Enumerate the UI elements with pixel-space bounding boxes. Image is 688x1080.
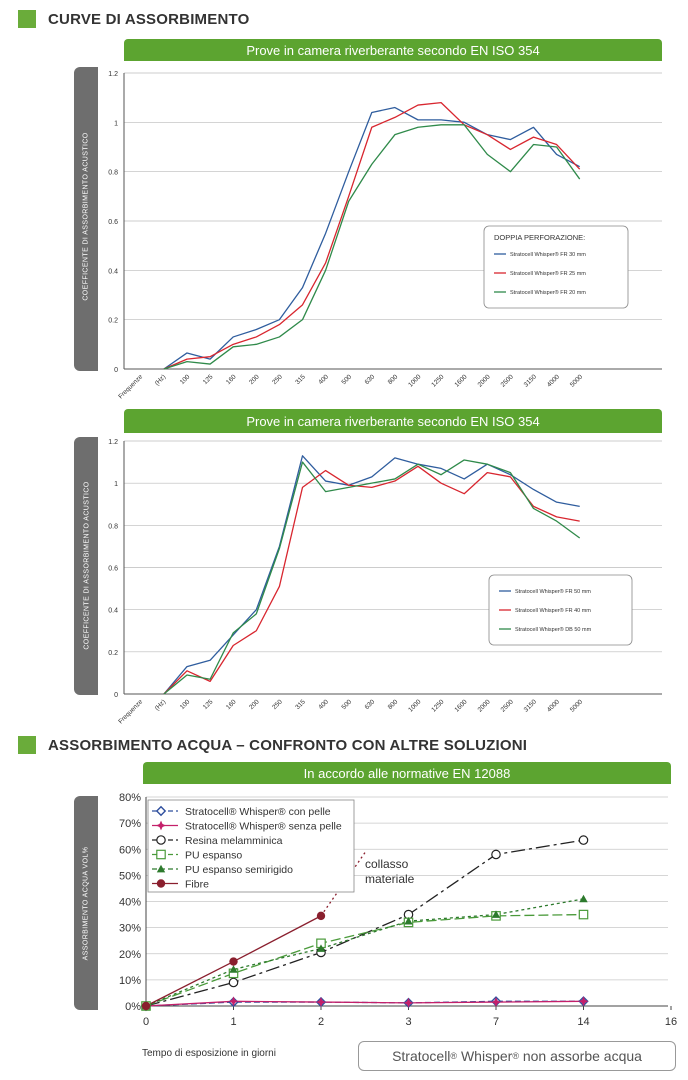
chart2-xtick-label: 2500 — [499, 698, 515, 714]
chart1-xtick-label: 1600 — [453, 373, 469, 389]
chart2-ytick-label: 0.6 — [108, 565, 118, 573]
chart3-legend-marker — [157, 879, 165, 887]
chart1-ytick-label: 0.2 — [108, 317, 118, 325]
chart2-xtick-label: 2000 — [476, 698, 492, 714]
chart3-legend-label: PU espanso — [185, 849, 243, 862]
chart1-xtick-label: 630 — [363, 373, 377, 387]
chart3-ytick-label: 30% — [118, 922, 141, 935]
chart3-ytick-label: 0% — [125, 1001, 141, 1013]
chart1-xtick-label: 200 — [248, 373, 261, 387]
chart1-ytick-label: 0.6 — [108, 219, 118, 226]
chart3-ytick-label: 60% — [118, 844, 141, 857]
chart1-unit-label: (Hz) — [153, 373, 168, 388]
chart1-ytick-label: 0.4 — [108, 268, 118, 276]
chart2-xtick-label: 125 — [201, 698, 215, 712]
chart1-xtick-label: 315 — [294, 373, 307, 387]
chart2-xtick-label: 800 — [386, 698, 400, 712]
chart3-ylabel: ASSORBIMENTO ACQUA VOL% — [82, 846, 90, 961]
chart2-xtick-label: 1600 — [453, 698, 469, 714]
chart3-ytick-label: 20% — [118, 948, 141, 961]
chart2-xtick-label: 400 — [317, 698, 331, 712]
chart2-ytick-label: 0.8 — [108, 523, 118, 531]
chart1-ylabel: COEFFICENTE DI ASSORBIMENTO ACUSTICO — [82, 132, 90, 301]
chart1-xtick-label: 125 — [201, 373, 215, 387]
chart3-marker-s4 — [579, 910, 587, 918]
chart2-xtick-label: 5000 — [568, 698, 585, 714]
chart3-xtick-label: 1 — [230, 1016, 237, 1028]
chart1-xtick-label: 800 — [386, 373, 400, 387]
chart1-ytick-label: 1.2 — [108, 71, 118, 78]
chart1-xtick-label: 2500 — [499, 373, 515, 389]
chart3-ytick-label: 50% — [118, 870, 141, 883]
footer-note-reg-1: ® — [450, 1051, 458, 1061]
chart3-header: In accordo alle normative EN 12088 — [143, 762, 671, 784]
chart2-xtick-label: 3150 — [522, 698, 538, 714]
chart2-xtick-label: 500 — [340, 698, 354, 712]
chart1-xtick-label: 1000 — [407, 373, 423, 389]
chart3-marker-s6 — [317, 912, 325, 920]
chart3-marker-s3 — [492, 850, 500, 858]
chart3-annotation-line1: collasso — [365, 857, 409, 871]
chart2-ytick-label: 0 — [114, 692, 118, 699]
chart1-ytick-label: 1 — [114, 120, 118, 128]
chart3-annotation-line2: materiale — [365, 872, 415, 886]
chart1-legend-title: DOPPIA PERFORAZIONE: — [494, 233, 586, 242]
chart2-xtick-label: 1250 — [430, 698, 446, 714]
chart3-ytick-label: 10% — [118, 974, 141, 987]
chart1-xtick-label: 3150 — [522, 373, 538, 389]
chart2-legend-label: Stratocell Whisper® DB 50 mm — [515, 627, 592, 633]
chart3-xlabel: Tempo di esposizione in giorni — [142, 1048, 276, 1059]
chart3-ytick-label: 70% — [118, 818, 141, 831]
chart2-xlabel: Frequenze — [117, 698, 145, 726]
footer-note-brand: Stratocell — [392, 1048, 451, 1064]
chart3-xtick-label: 14 — [577, 1016, 590, 1028]
chart1-xtick-label: 4000 — [545, 373, 562, 389]
chart1-legend-label: Stratocell Whisper® FR 20 mm — [510, 290, 586, 296]
chart3-xtick-label: 3 — [405, 1016, 412, 1028]
chart2-xtick-label: 630 — [363, 698, 377, 712]
chart2-ytick-label: 1 — [114, 481, 118, 489]
chart1-xtick-label: 160 — [224, 373, 238, 387]
chart3-legend-label: Resina melamminica — [185, 835, 283, 847]
footer-note — [358, 1041, 676, 1071]
chart3-legend-label: Stratocell® Whisper® senza pelle — [185, 820, 342, 833]
chart1-xtick-label: 100 — [178, 373, 192, 387]
section-title-absorption: CURVE DI ASSORBIMENTO — [48, 10, 250, 28]
chart2-xtick-label: 200 — [248, 698, 261, 712]
chart1-legend-label: Stratocell Whisper® FR 25 mm — [510, 271, 586, 277]
chart3-ytick-label: 40% — [118, 896, 141, 909]
chart2-xtick-label: 250 — [271, 698, 284, 712]
chart2-ylabel: COEFFICENTE DI ASSORBIMENTO ACUSTICO — [83, 481, 91, 650]
footer-note-text: non assorbe acqua — [522, 1048, 642, 1064]
chart1-xtick-label: 2000 — [476, 373, 492, 389]
chart3-legend-marker — [157, 836, 165, 844]
chart1-ytick-label: 0 — [114, 367, 118, 374]
chart3-ytick-label: 80% — [118, 792, 141, 804]
chart1-legend-label: Stratocell Whisper® FR 30 mm — [510, 252, 586, 258]
chart3-legend-label: Stratocell® Whisper® con pelle — [185, 806, 331, 818]
chart3-xtick-label: 2 — [317, 1016, 325, 1028]
chart3-marker-s3 — [579, 836, 587, 844]
chart3-marker-s6 — [229, 957, 237, 965]
chart2-xtick-label: 100 — [178, 698, 192, 712]
chart2-xtick-label: 160 — [224, 698, 238, 712]
footer-note-product: Whisper — [460, 1048, 513, 1064]
chart2-ytick-label: 0.4 — [108, 607, 118, 615]
chart2-ytick-label: 1.2 — [108, 439, 118, 446]
chart3-marker-s3 — [229, 978, 237, 986]
chart3-xtick-label: 16 — [664, 1016, 678, 1028]
chart1-ytick-label: 0.8 — [108, 169, 118, 177]
chart2-xtick-label: 315 — [294, 698, 307, 712]
chart1-xtick-label: 250 — [271, 373, 284, 387]
chart3-legend-marker — [157, 850, 165, 858]
footer-note-reg-2: ® — [512, 1051, 519, 1061]
chart1-xlabel: Frequenze — [117, 373, 145, 401]
chart3-legend-label: PU espanso semirigido — [185, 864, 293, 876]
chart1-xtick-label: 1250 — [430, 373, 446, 389]
chart2-legend-label: Stratocell Whisper® FR 50 mm — [515, 589, 591, 595]
chart2-xtick-label: 4000 — [545, 698, 562, 714]
chart2-ytick-label: 0.2 — [108, 649, 118, 657]
chart2-xtick-label: 1000 — [407, 698, 423, 714]
chart2-header: Prove in camera riverberante secondo EN ISO 354 — [124, 409, 662, 433]
chart1-xtick-label: 5000 — [568, 373, 585, 389]
chart3-marker-s6 — [142, 1002, 150, 1010]
chart3-xtick-label: 7 — [492, 1016, 500, 1028]
chart3-xtick-label: 0 — [142, 1016, 150, 1028]
chart1-header: Prove in camera riverberante secondo EN ISO 354 — [124, 39, 662, 61]
chart2-unit-label: (Hz) — [153, 698, 168, 713]
chart1-xtick-label: 400 — [317, 373, 331, 387]
chart1-xtick-label: 500 — [340, 373, 354, 387]
chart3-legend-label: Fibre — [185, 878, 209, 891]
section-title-water: ASSORBIMENTO ACQUA – CONFRONTO CON ALTRE SOLUZIONI — [48, 736, 528, 754]
chart2-legend-label: Stratocell Whisper® FR 40 mm — [515, 608, 591, 614]
